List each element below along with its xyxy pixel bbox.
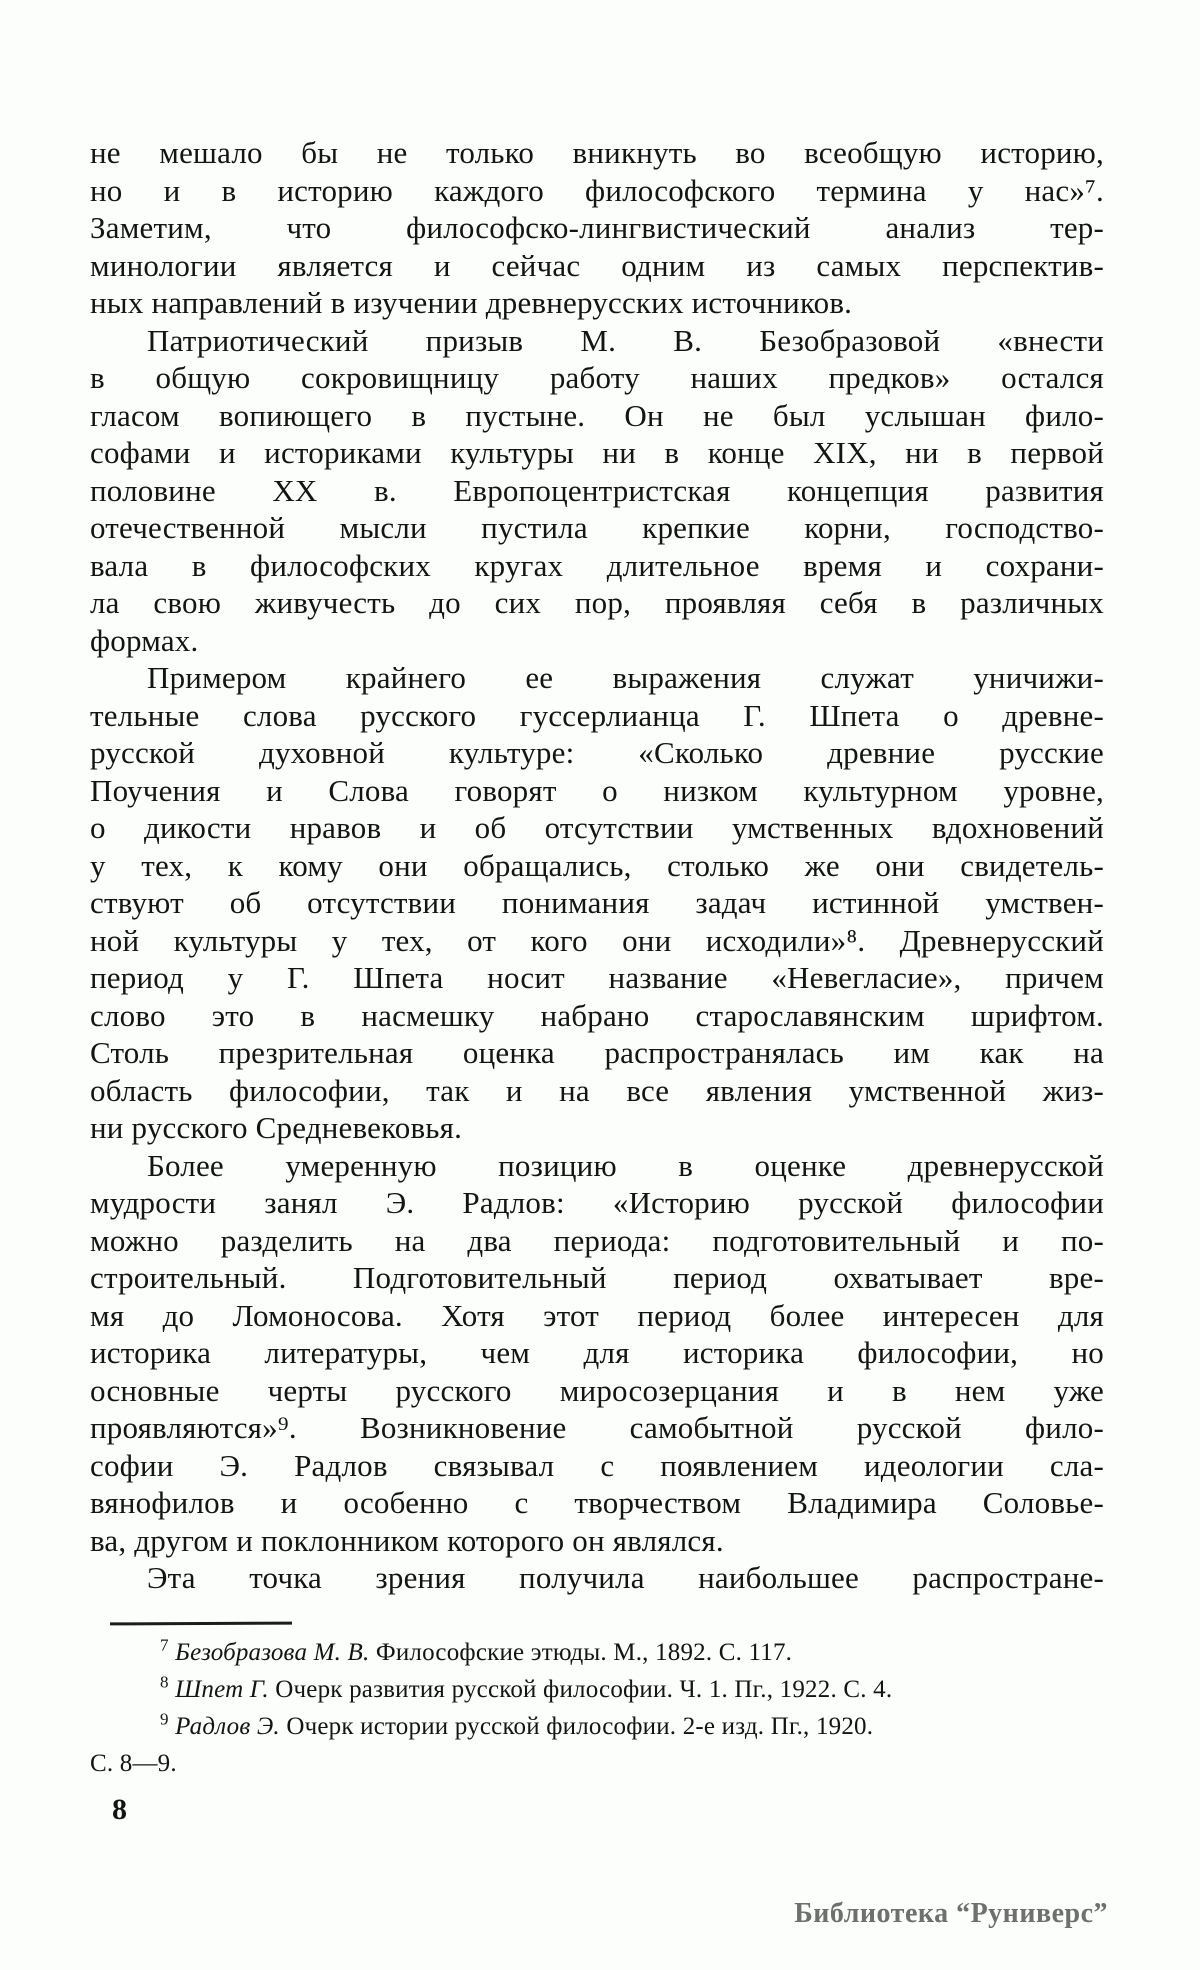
footnote-marker: 8 [160, 1672, 169, 1692]
text-line: тельные слова русского гуссерлианца Г. Шпета о древне- [90, 697, 1104, 733]
text-line: основные черты русского миросозерцания и в нем уже [90, 1372, 1104, 1408]
text-line: русской духовной культуре: «Сколько древние русские [90, 735, 1104, 770]
text-line: область философии, так и на все явления умственной жиз- [90, 1072, 1104, 1108]
footnote-text: Очерк развития русской философии. Ч. 1. Пг., 1922. С. 4. [275, 1676, 893, 1703]
footnotes-section [90, 1622, 1104, 1782]
text-line: формах. [90, 622, 199, 658]
text-line: отечественной мысли пустила крепкие корни, господство- [90, 510, 1104, 545]
text-line: Патриотический призыв М. В. Безобразовой «внести [147, 322, 1104, 358]
text-line: в общую сокровищницу работу наших предков» остался [90, 360, 1104, 395]
text-line: Примером крайнего ее выражения служат уничижи- [147, 660, 1104, 695]
text-line: Заметим, что философско-лингвистический анализ тер- [90, 210, 1104, 245]
text-line: о дикости нравов и об отсутствии умственных вдохновений [90, 810, 1104, 845]
footnote-separator [110, 1622, 292, 1626]
footnote-marker: 7 [160, 1635, 169, 1655]
footnote [90, 1708, 1104, 1745]
footnote-list [90, 1634, 1104, 1782]
text-line: слово это в насмешку набрано старославянским шрифтом. [90, 997, 1104, 1033]
text-line: период у Г. Шпета носит название «Невегласие», причем [90, 960, 1104, 995]
body-text [90, 134, 1104, 1597]
text-line: Эта точка зрения получила наибольшее распростране- [147, 1560, 1104, 1595]
text-line: Столь презрительная оценка распространялась им как на [90, 1035, 1104, 1070]
text-line: мя до Ломоносова. Хотя этот период более интересен для [90, 1297, 1104, 1333]
text-line: ных направлений в изучении древнерусских источников. [90, 285, 853, 320]
text-line: у тех, к кому они обращались, столько же они свидетель- [90, 847, 1104, 883]
library-watermark: Библиотека “Руниверс” [794, 1898, 1108, 1929]
text-line: строительный. Подготовительный период охватывает вре- [90, 1260, 1104, 1295]
text-line: ствуют об отсутствии понимания задач истинной умствен- [90, 885, 1104, 920]
text-line: можно разделить на два периода: подготовительный и по- [90, 1222, 1104, 1258]
footnote-author: Безобразова М. В. [175, 1639, 376, 1666]
text-line: вала в философских кругах длительное время и сохрани- [90, 547, 1104, 583]
text-line: Поучения и Слова говорят о низком культурном уровне, [90, 772, 1104, 808]
footnote-author: Шпет Г. [175, 1676, 276, 1703]
text-line: вянофилов и особенно с творчеством Владимира Соловье- [90, 1485, 1104, 1520]
text-line: ва, другом и поклонником которого он являлся. [90, 1522, 724, 1558]
text-line: Более умеренную позицию в оценке древнерусской [147, 1147, 1104, 1183]
text-line: минологии является и сейчас одним из самых перспектив- [90, 247, 1104, 283]
footnote [90, 1634, 1104, 1671]
text-line: но и в историю каждого философского термина у нас»⁷. [90, 172, 1104, 208]
text-line: историка литературы, чем для историка философии, но [90, 1335, 1104, 1370]
footnote-marker: 9 [160, 1709, 169, 1729]
text-line: ла свою живучесть до сих пор, проявляя себя в различных [90, 585, 1104, 620]
text-line: ной культуры у тех, от кого они исходили»⁸. Древнерусский [90, 922, 1104, 958]
text-line: не мешало бы не только вникнуть во всеобщую историю, [90, 135, 1104, 170]
text-line: проявляются»⁹. Возникновение самобытной русской фило- [90, 1410, 1104, 1445]
footnote-author: Радлов Э. [175, 1713, 287, 1740]
footnote-continuation: С. 8—9. [90, 1750, 177, 1777]
text-line: мудрости занял Э. Радлов: «Историю русской философии [90, 1185, 1104, 1220]
text-line: гласом вопиющего в пустыне. Он не был услышан фило- [90, 397, 1104, 433]
text-line: софии Э. Радлов связывал с появлением идеологии сла- [90, 1447, 1104, 1483]
text-line: половине XX в. Европоцентристская концепция развития [90, 472, 1104, 508]
text-line: софами и историками культуры ни в конце XIX, ни в первой [90, 435, 1104, 470]
footnote [90, 1671, 1104, 1708]
footnote-text: Очерк истории русской философии. 2-е изд. Пг., 1920. [286, 1713, 874, 1740]
footnote-text: Философские этюды. М., 1892. С. 117. [375, 1639, 793, 1666]
text-line: ни русского Средневековья. [90, 1110, 463, 1145]
page-number: 8 [112, 1793, 127, 1826]
